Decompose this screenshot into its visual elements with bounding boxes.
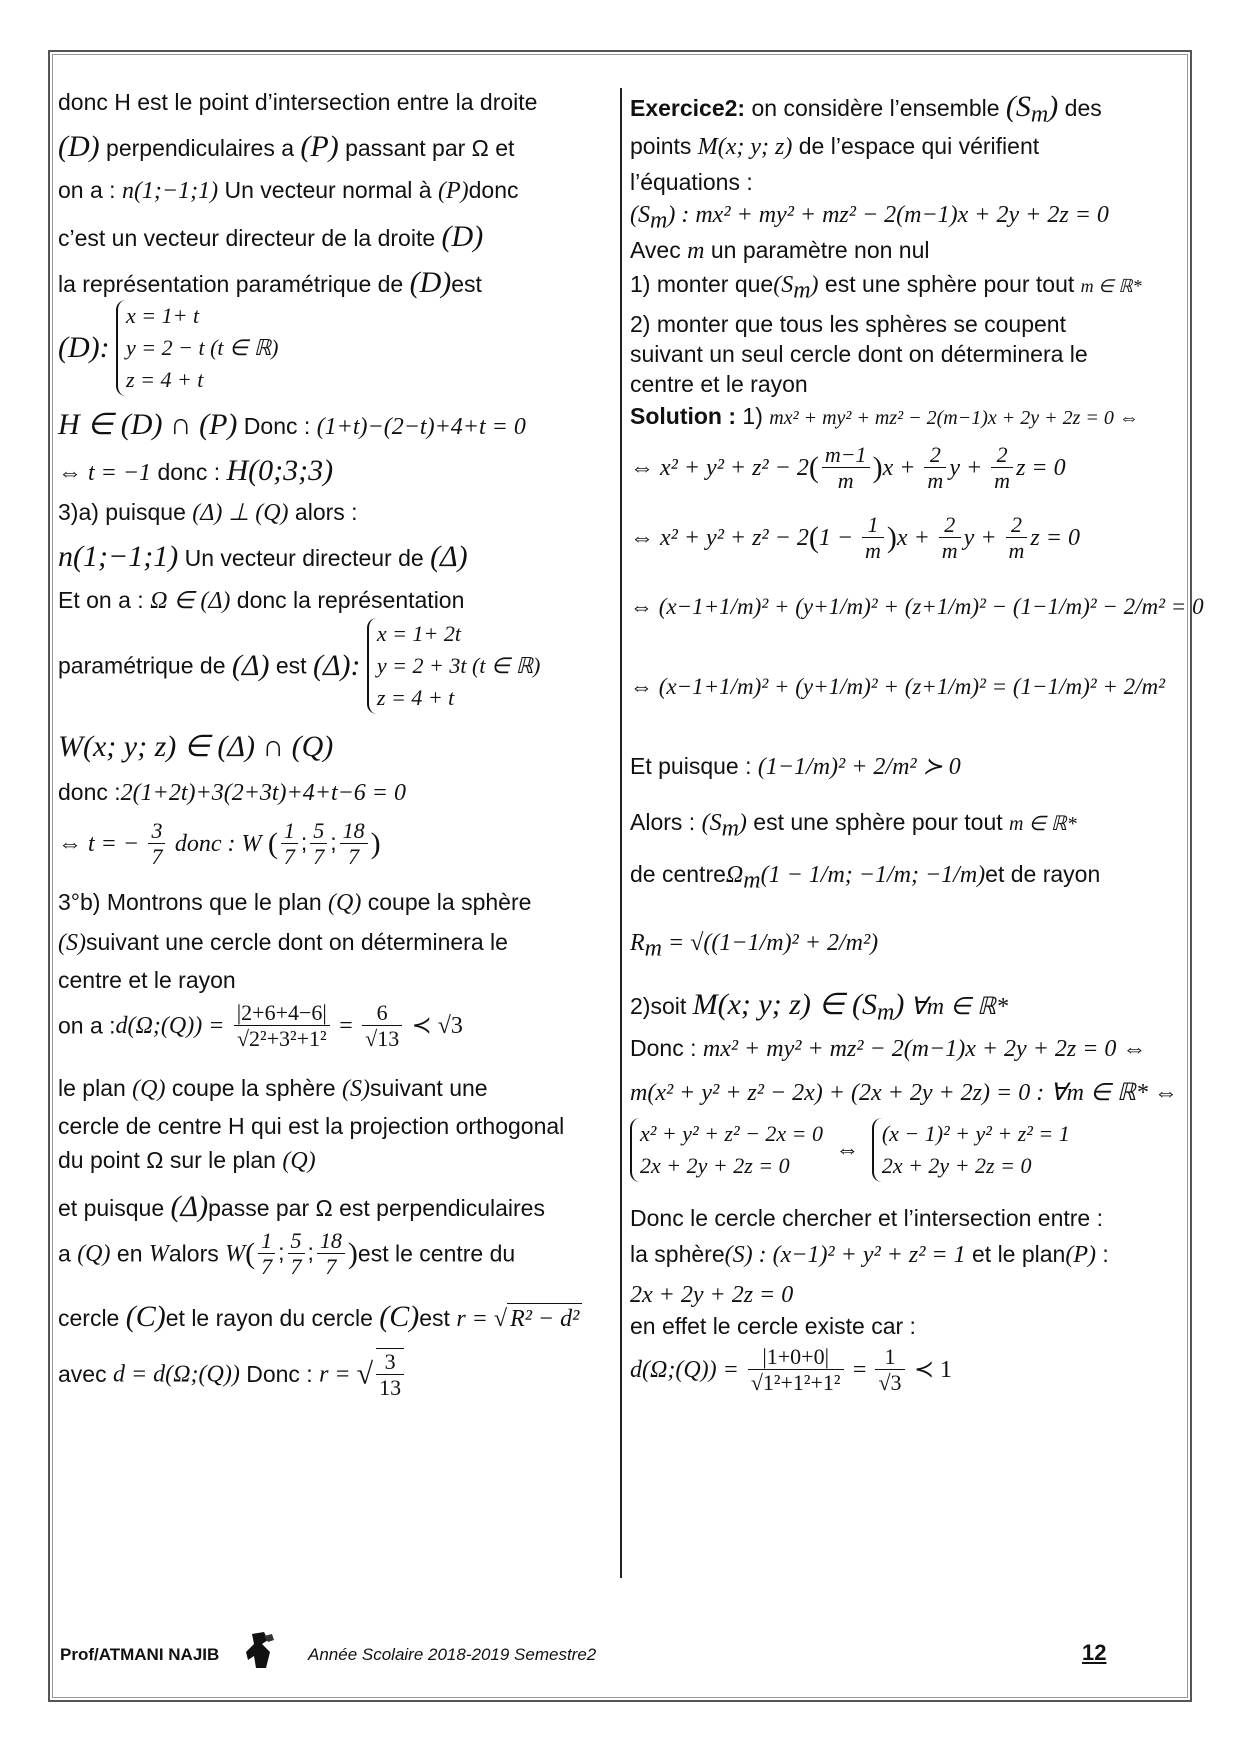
text-line: Exercice2: on considère l’ensemble $(S_m)$ des <box>630 90 1102 128</box>
footer-author: Prof/ATMANI NAJIB <box>60 1645 220 1664</box>
system-pair: x² + y² + z² − 2x = 0 2x + 2y + 2z = 0 ⇔ (x − 1)² + y² + z² = 1 2x + 2y + 2z = 0 <box>630 1118 1070 1182</box>
text-line: ⇔ (x−1+1/m)² + (y+1/m)² + (z+1/m)² = (1−1/m)² + 2/m² <box>630 674 1166 699</box>
text-line: Et puisque : (1−1/m)² + 2/m² ≻ 0 <box>630 753 961 780</box>
text-line: 2)soit M(x; y; z) ∈ $(S_m)$ ∀m ∈ ℝ* <box>630 988 1009 1026</box>
text-line: l’équations : <box>630 169 753 195</box>
text-line: d(Ω;(Q)) = $\frac{|1+0+0|}{\text{√1²+1²+1²}}$ = $\frac{1}{√3}$ ≺ 1 <box>630 1344 953 1396</box>
text-line: le plan (Q) coupe la sphère (S)suivant une <box>58 1075 488 1102</box>
text-line: n(1;−1;1) Un vecteur directeur de (Δ) <box>58 540 468 573</box>
text-line: ⇔ (x−1+1/m)² + (y+1/m)² + (z+1/m)² − (1−1/m)² − 2/m² = 0 <box>630 594 1204 619</box>
text-line: donc H est le point d’intersection entre la droite <box>58 89 538 115</box>
text-line: 3°b) Montrons que le plan (Q) coupe la sphère <box>58 889 532 916</box>
text-line: Donc le cercle chercher et l’intersection entre : <box>630 1205 1103 1231</box>
text-line: suivant un seul cercle dont on déterminera le <box>630 341 1088 367</box>
system-brace: x = 1+ t y = 2 − t (t ∈ ℝ) z = 4 + t <box>116 300 278 396</box>
text-line: cercle (C)et le rayon du cercle (C)est r = √ R² − d² <box>58 1298 582 1336</box>
text-line: du point Ω sur le plan (Q) <box>58 1147 316 1174</box>
footer-school-year: Année Scolaire 2018-2019 Semestre2 <box>308 1645 597 1664</box>
text-line: H ∈ (D) ∩ (P) Donc : (1+t)−(2−t)+4+t = 0 <box>58 408 526 441</box>
text-line: Avec m un paramètre non nul <box>630 237 930 264</box>
text-line: $R_m = √((1-1/m)^2 + 2/m^2)$ <box>630 930 879 962</box>
text-line: ⇔ x² + y² + z² − 2(1 − $\frac{1}{m}$ )x + $\frac{2}{m}$ y + $\frac{2}{m}$ z = 0 <box>630 512 1080 564</box>
text-line: ⇔ x² + y² + z² − 2( $\frac{m-1}{m}$ )x + $\frac{2}{m}$ y + $\frac{2}{m}$ z = 0 <box>630 442 1066 494</box>
text-line: (D) perpendiculaires a (P) passant par Ω et <box>58 130 515 163</box>
text-line: W(x; y; z) ∈ (Δ) ∩ (Q) <box>58 730 334 763</box>
text-line: (S)suivant une cercle dont on déterminera le <box>58 929 508 956</box>
text-line: on a :d(Ω;(Q)) = $\frac{|2+6+4-6|}{\text{√2²+3²+1²}}$ = $\frac{6}{√13}$ ≺ √3 <box>58 1000 463 1052</box>
text-line: Alors : $(S_m)$ est une sphère pour tout m ∈ ℝ* <box>630 809 1077 842</box>
text-line: avec d = d(Ω;(Q)) Donc : r = √ $\frac{3}{13}$ <box>58 1348 407 1401</box>
text-line: $(S_m)$ : mx² + my² + mz² − 2(m−1)x + 2y + 2z = 0 <box>630 202 1109 234</box>
text-line: centre et le rayon <box>630 371 808 397</box>
system-brace: x = 1+ 2t y = 2 + 3t (t ∈ ℝ) z = 4 + t <box>367 618 540 714</box>
text-line: et puisque (Δ)passe par Ω est perpendiculaires <box>58 1190 545 1223</box>
text-line: en effet le cercle existe car : <box>630 1313 916 1339</box>
text-line: c’est un vecteur directeur de la droite (D) <box>58 220 484 253</box>
text-line: points M(x; y; z) de l’espace qui vérifient <box>630 133 1040 160</box>
text-line: la sphère(S) : (x−1)² + y² + z² = 1 et le plan(P) : <box>630 1241 1109 1268</box>
system-delta: paramétrique de (Δ) est (Δ): x = 1+ 2t y = 2 + 3t (t ∈ ℝ) z = 4 + t <box>58 618 540 714</box>
text-line: ⇔ t = −1 donc : H(0;3;3) <box>58 454 334 487</box>
column-divider <box>620 88 622 1578</box>
text-line: 1) monter $que(S_m)$ est une sphère pour tout m ∈ ℝ* <box>630 271 1142 304</box>
text-line: Donc : mx² + my² + mz² − 2(m−1)x + 2y + 2z = 0 ⇔ <box>630 1035 1147 1062</box>
text-line: Solution : 1) mx² + my² + mz² − 2(m−1)x + 2y + 2z = 0 ⇔ <box>630 403 1139 429</box>
text-line: 2x + 2y + 2z = 0 <box>630 1282 794 1308</box>
text-line: cercle de centre H qui est la projection orthogonal <box>58 1113 565 1139</box>
text-line: on a : n(1;−1;1) Un vecteur normal à (P)donc <box>58 177 519 204</box>
page-number: 12 <box>1082 1640 1107 1665</box>
text-line: donc :2(1+2t)+3(2+3t)+4+t−6 = 0 <box>58 779 406 806</box>
author-logo-icon <box>242 1630 278 1670</box>
system-d: (D): x = 1+ t y = 2 − t (t ∈ ℝ) z = 4 + t <box>58 300 278 396</box>
text-line: la représentation paramétrique de (D)est <box>58 266 482 299</box>
text-line: de centreΩ$_m$(1 − 1/m; −1/m; −1/m)et de rayon <box>630 861 1101 894</box>
system-brace: (x − 1)² + y² + z² = 1 2x + 2y + 2z = 0 <box>872 1118 1070 1182</box>
text-line: 2) monter que tous les sphères se coupent <box>630 311 1066 337</box>
text-line: 3)a) puisque (Δ) ⊥ (Q) alors : <box>58 499 358 526</box>
text-line: ⇔ t = − $\frac{3}{7}$ donc : W ( $\frac{1}{7}$ ; $\frac{5}{7}$ ; $\frac{18}{7}$ ) <box>58 818 381 870</box>
text-line: Et on a : Ω ∈ (Δ) donc la représentation <box>58 587 465 614</box>
system-brace: x² + y² + z² − 2x = 0 2x + 2y + 2z = 0 <box>630 1118 823 1182</box>
text-line: m(x² + y² + z² − 2x) + (2x + 2y + 2z) = 0 : ∀m ∈ ℝ* ⇔ <box>630 1080 1178 1106</box>
text-line: a (Q) en Walors W( $\frac{1}{7}$ ; $\frac{5}{7}$ ; $\frac{18}{7}$ )est le centre du <box>58 1228 516 1280</box>
text-line: centre et le rayon <box>58 967 236 993</box>
